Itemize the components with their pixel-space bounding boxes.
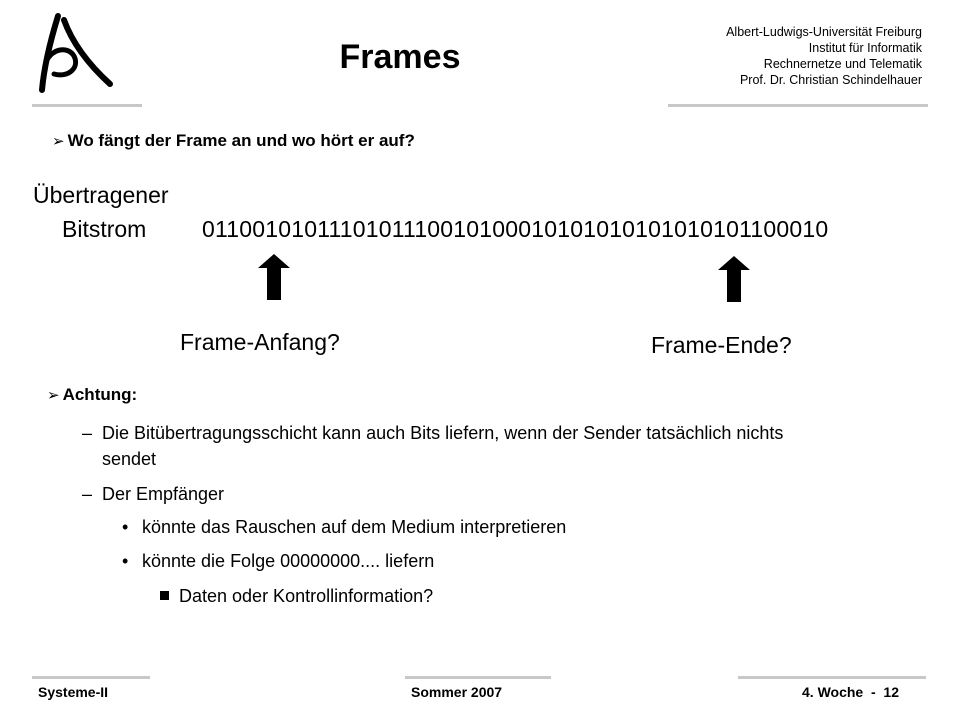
list-item	[82, 484, 224, 505]
university-logo	[28, 12, 128, 96]
bitstream-bits: 0110010101110101110010100010101010101010101100010	[202, 216, 829, 242]
sub-list-item-text: könnte die Folge 00000000.... liefern	[142, 551, 435, 571]
header-rule-left	[32, 104, 142, 107]
question-line	[52, 131, 415, 151]
question-text: Wo fängt der Frame an und wo hört er auf?	[67, 131, 415, 150]
list-item-text: Der Empfänger	[102, 484, 225, 504]
list-item-text: Die Bitübertragungsschicht kann auch Bits liefern, wenn der Sender tatsächlich nichts sendet	[102, 423, 784, 469]
dot-bullet: •	[122, 517, 129, 537]
header-rule-right	[668, 104, 928, 107]
footer-center: Sommer 2007	[411, 684, 503, 700]
frame-end-label: Frame-Ende?	[651, 332, 792, 358]
sub-sub-list-item	[160, 586, 433, 607]
arrow-bullet-icon: ➢	[52, 132, 65, 150]
frame-start-arrow-icon	[258, 254, 290, 300]
frame-end-arrow-icon	[718, 256, 750, 302]
sub-list-item	[122, 551, 434, 572]
footer-right: 4. Woche - 12	[802, 684, 899, 700]
square-bullet-icon	[160, 591, 169, 600]
dot-bullet: •	[122, 551, 129, 571]
notes-heading	[47, 385, 137, 405]
sub-list-item-text: könnte das Rauschen auf dem Medium interpretieren	[142, 517, 567, 537]
notes-heading-text: Achtung:	[62, 385, 138, 404]
footer-left: Systeme-II	[38, 684, 109, 700]
list-item	[82, 420, 852, 472]
sub-sub-list-item-text: Daten oder Kontrollinformation?	[179, 586, 434, 606]
dash-bullet: –	[82, 484, 93, 504]
frame-start-label: Frame-Anfang?	[180, 329, 340, 355]
footer-rule-left	[32, 676, 150, 679]
affiliation-line: Rechnernetze und Telematik	[763, 57, 922, 71]
sub-list-item	[122, 517, 566, 538]
bitstream-label-line1: Übertragener	[33, 182, 169, 208]
affiliation	[726, 24, 922, 88]
affiliation-line: Prof. Dr. Christian Schindelhauer	[739, 73, 922, 87]
footer-rule-right	[738, 676, 926, 679]
affiliation-line: Institut für Informatik	[808, 41, 922, 55]
footer-rule-center	[405, 676, 551, 679]
slide-title: Frames	[339, 38, 461, 76]
dash-bullet: –	[82, 423, 93, 443]
bitstream-label-line2: Bitstrom	[62, 216, 147, 242]
affiliation-line: Albert-Ludwigs-Universität Freiburg	[726, 25, 922, 39]
arrow-bullet-icon: ➢	[47, 386, 60, 404]
